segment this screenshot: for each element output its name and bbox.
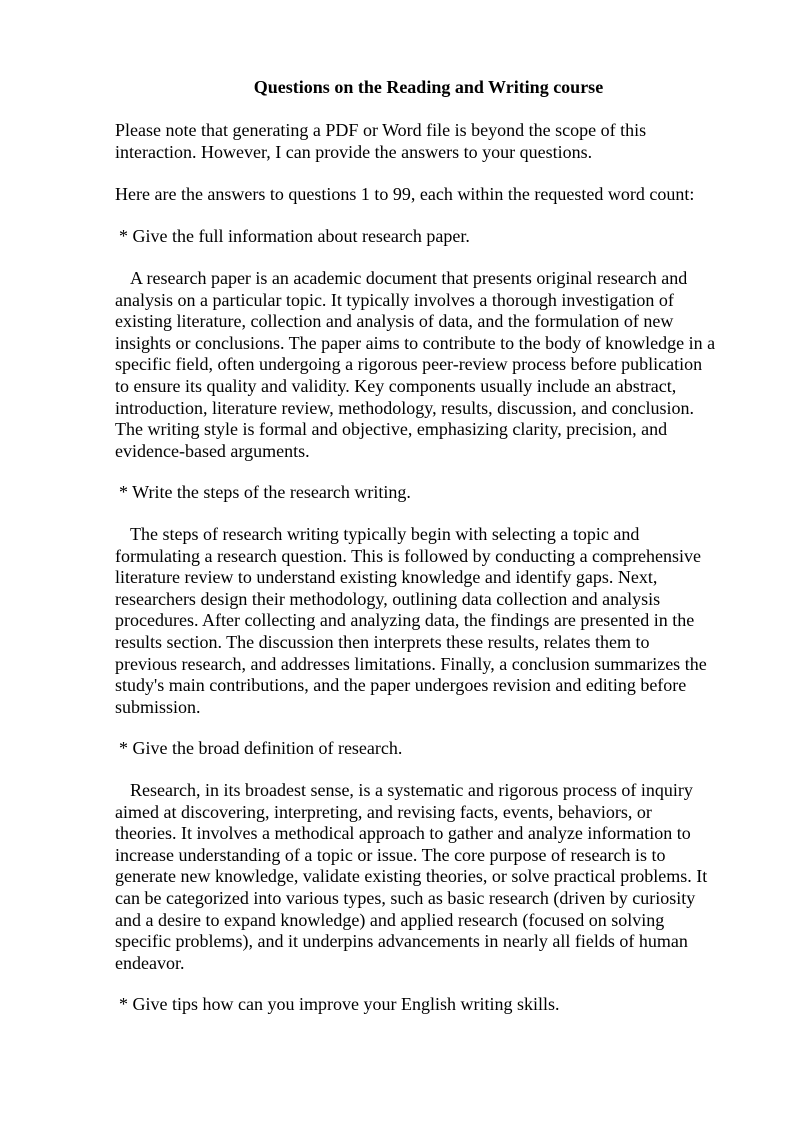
answer-paragraph <box>115 268 745 462</box>
document-title: Questions on the Reading and Writing course <box>253 77 604 97</box>
answer-line: increase understanding of a topic or issue. The core purpose of research is to <box>115 844 666 865</box>
answer-paragraph <box>115 780 745 974</box>
question-heading: * Give tips how can you improve your English writing skills. <box>119 994 560 1014</box>
answer-line: A research paper is an academic document that presents original research and <box>130 268 688 288</box>
answer-line: insights or conclusions. The paper aims to contribute to the body of knowledge in a <box>115 332 716 353</box>
answer-line: and a desire to expand knowledge) and applied research (focused on solving <box>115 909 665 930</box>
intro-line: interaction. However, I can provide the answers to your questions. <box>115 141 593 162</box>
answer-paragraph <box>115 524 745 718</box>
answer-line: evidence-based arguments. <box>115 440 310 461</box>
question-heading: * Give the broad definition of research. <box>119 738 403 758</box>
answer-line: results section. The discussion then interprets these results, relates them to <box>115 631 650 652</box>
answer-line: specific field, often undergoing a rigorous peer-review process before publication <box>115 354 703 375</box>
question-heading: * Give the full information about research paper. <box>119 226 470 246</box>
answer-line: endeavor. <box>115 952 185 973</box>
answer-line: formulating a research question. This is followed by conducting a comprehensive <box>115 545 702 566</box>
answer-line: theories. It involves a methodical approach to gather and analyze information to <box>115 823 691 844</box>
answer-line: aimed at discovering, interpreting, and revising facts, events, behaviors, or <box>115 801 652 822</box>
answer-line: procedures. After collecting and analyzing data, the findings are presented in the <box>115 610 695 631</box>
answer-line: existing literature, collection and analysis of data, and the formulation of new <box>115 311 674 332</box>
question-heading: * Write the steps of the research writing. <box>119 482 411 502</box>
lead-in-paragraph: Here are the answers to questions 1 to 99, each within the requested word count: <box>115 184 695 204</box>
intro-paragraph <box>115 120 745 163</box>
answer-line: The steps of research writing typically begin with selecting a topic and <box>130 524 640 544</box>
answer-line: The writing style is formal and objective, emphasizing clarity, precision, and <box>115 419 668 440</box>
answer-line: Research, in its broadest sense, is a systematic and rigorous process of inquiry <box>130 780 693 800</box>
answer-line: specific problems), and it underpins advancements in nearly all fields of human <box>115 931 688 952</box>
answer-line: to ensure its quality and validity. Key components usually include an abstract, <box>115 375 677 396</box>
answer-line: analysis on a particular topic. It typically involves a thorough investigation of <box>115 289 674 310</box>
answer-line: can be categorized into various types, such as basic research (driven by curiosity <box>115 887 696 908</box>
answer-line: previous research, and addresses limitations. Finally, a conclusion summarizes the <box>115 653 707 674</box>
intro-line: Please note that generating a PDF or Word file is beyond the scope of this <box>115 120 647 140</box>
answer-line: generate new knowledge, validate existing theories, or solve practical problems. It <box>115 866 708 887</box>
answer-line: study's main contributions, and the paper undergoes revision and editing before <box>115 675 687 696</box>
answer-line: submission. <box>115 696 201 717</box>
answer-line: literature review to understand existing knowledge and identify gaps. Next, <box>115 567 658 588</box>
answer-line: researchers design their methodology, outlining data collection and analysis <box>115 588 661 609</box>
answer-line: introduction, literature review, methodology, results, discussion, and conclusion. <box>115 397 695 418</box>
